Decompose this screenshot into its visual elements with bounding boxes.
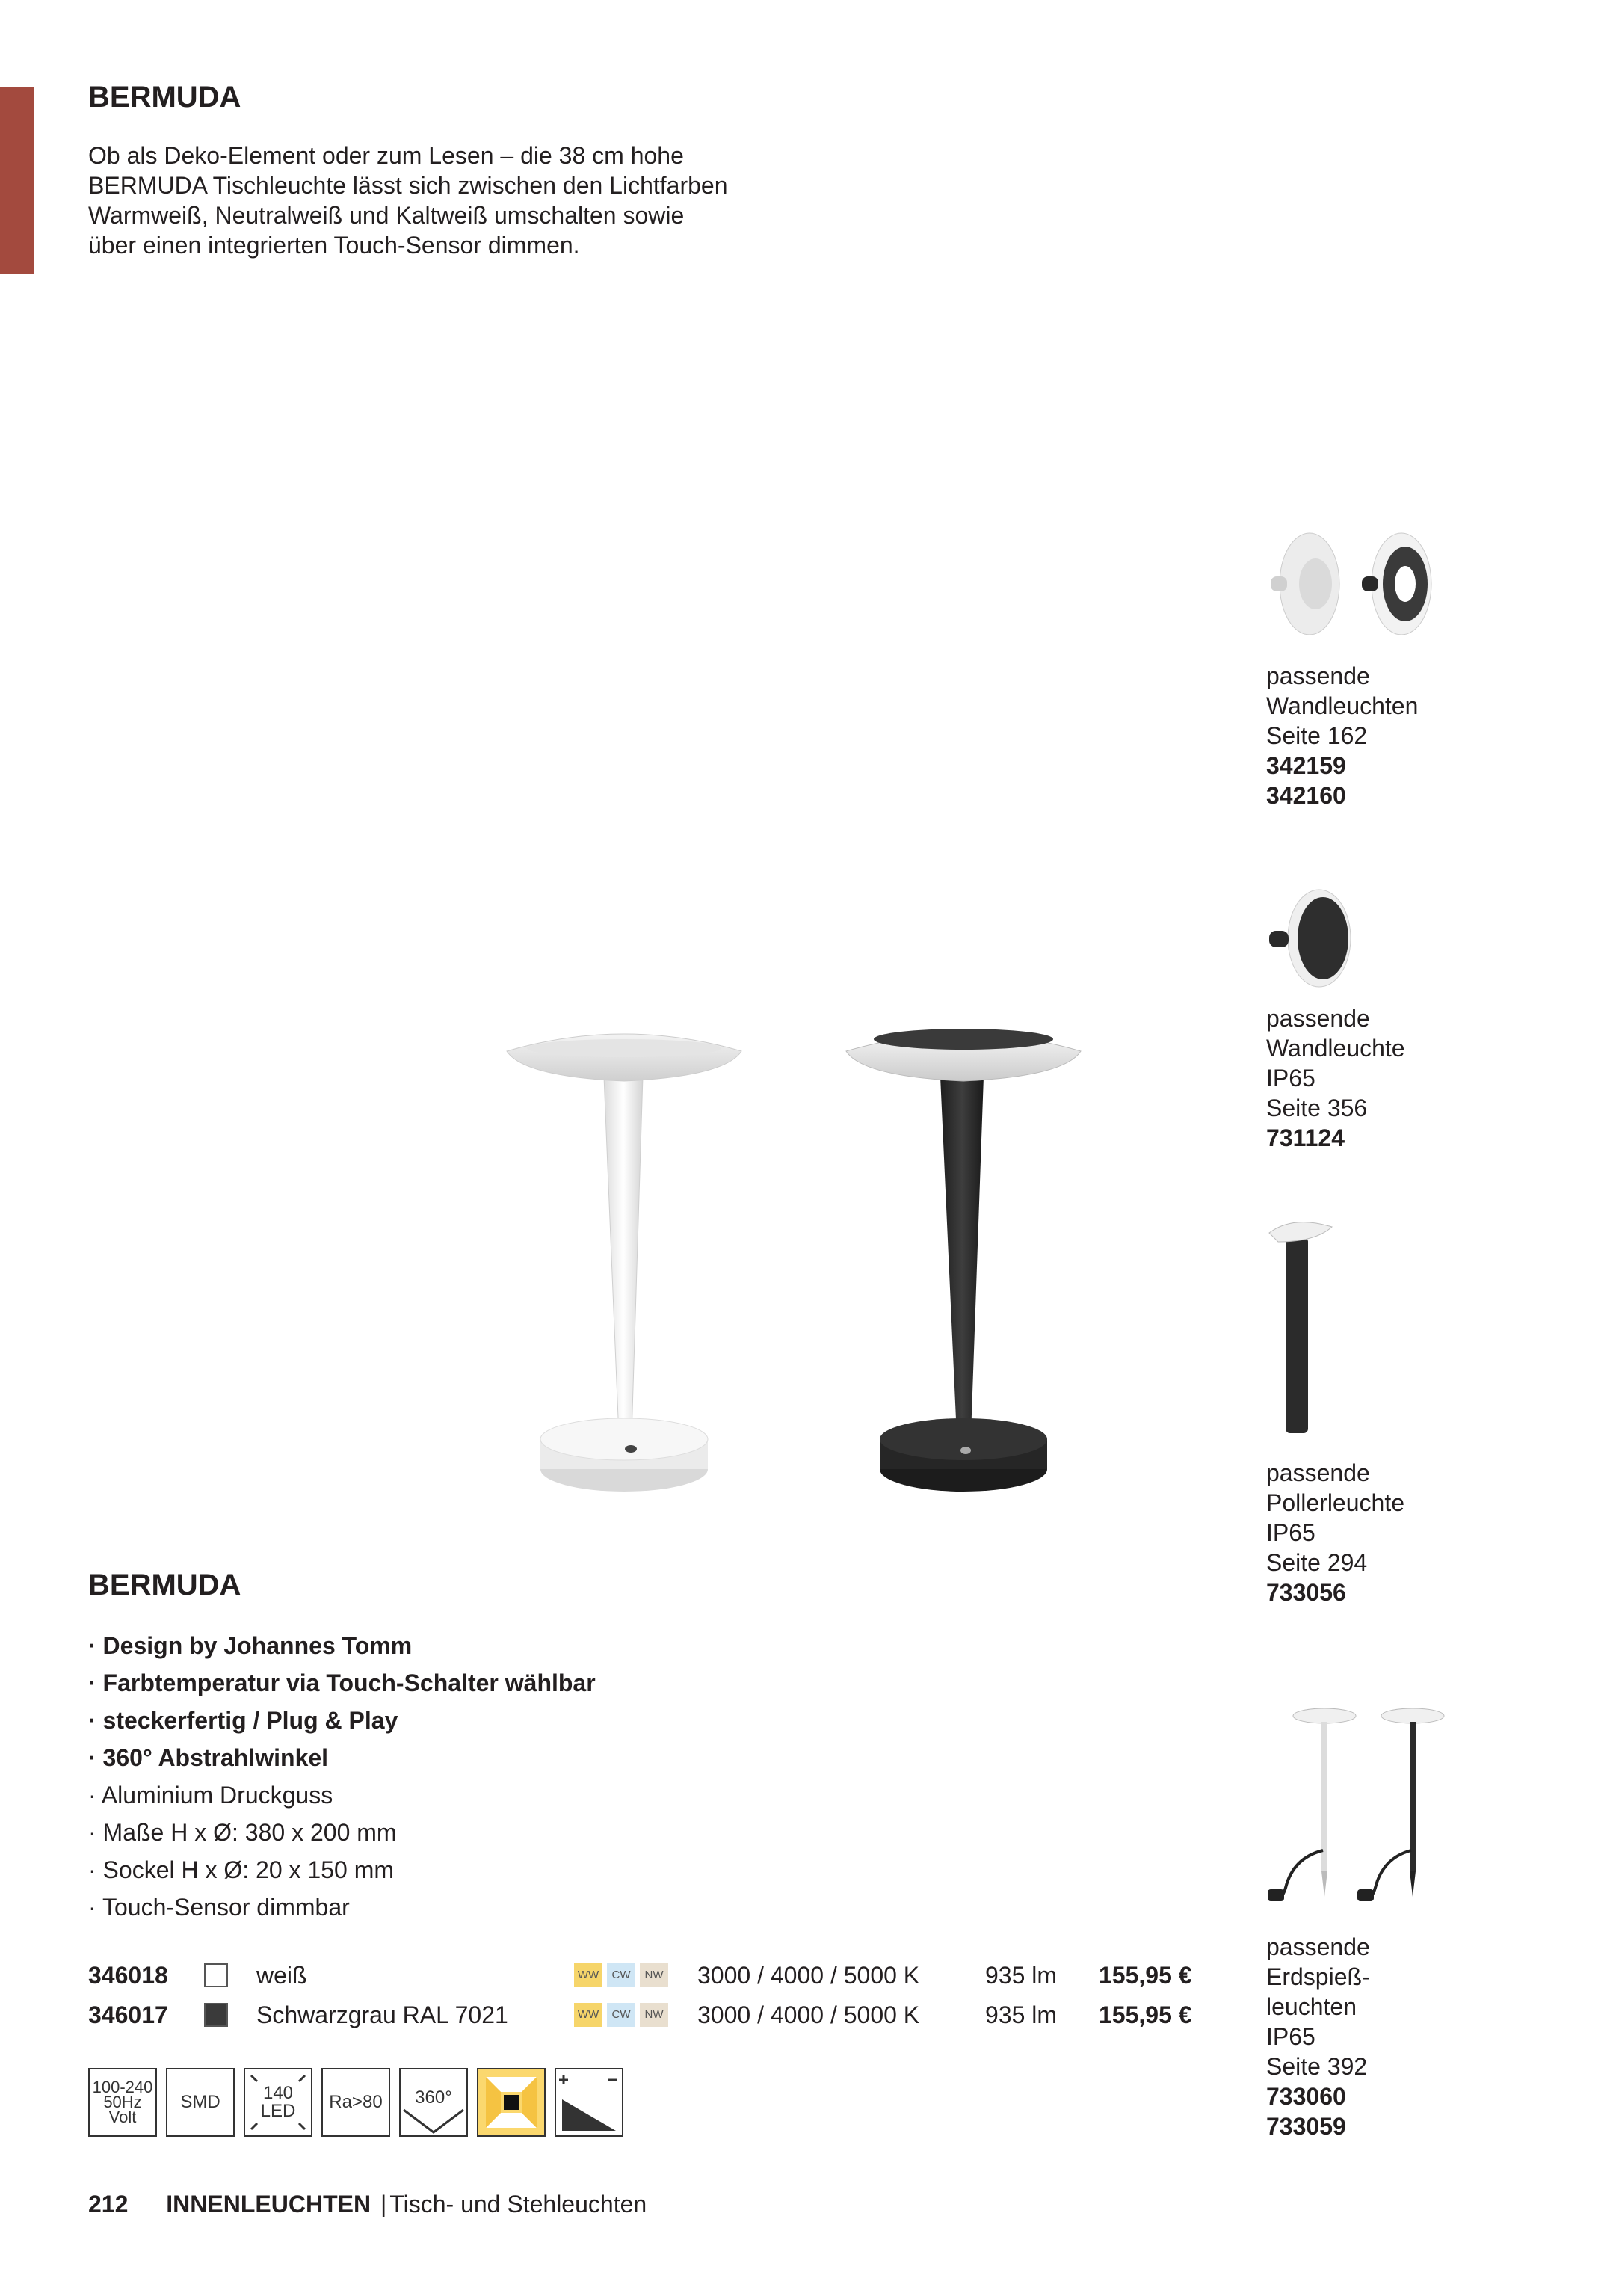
light-color-badges xyxy=(574,2003,668,2027)
feature-item: · Maße H x Ø: 380 x 200 mm xyxy=(88,1819,397,1846)
side-line: Seite 356 xyxy=(1266,1095,1368,1121)
badge-cw: CW xyxy=(607,2003,635,2027)
feature-item: · Sockel H x Ø: 20 x 150 mm xyxy=(88,1856,395,1883)
icon-text: 100-240 xyxy=(92,2078,153,2096)
led-count-icon xyxy=(244,2068,312,2137)
color-name: Schwarzgrau RAL 7021 xyxy=(256,2001,508,2028)
wall-lamp-ip65-image xyxy=(1263,886,1360,994)
section-name: INNENLEUCHTEN xyxy=(166,2191,371,2217)
price: 155,95 € xyxy=(1099,1962,1192,1989)
light-distribution-icon xyxy=(477,2068,546,2137)
icon-text: 140 xyxy=(262,2083,294,2103)
icon-text: Volt xyxy=(108,2108,137,2126)
side-article-code: 733060 xyxy=(1266,2083,1346,2110)
dimmable-icon xyxy=(555,2068,623,2137)
side-reference-bollard xyxy=(1266,1458,1404,1607)
icon-text: 50Hz xyxy=(103,2093,142,2111)
voltage-icon xyxy=(88,2068,157,2137)
luminous-flux: 935 lm xyxy=(985,2001,1058,2028)
smd-icon xyxy=(166,2068,235,2137)
side-article-code: 342159 xyxy=(1266,752,1346,779)
color-temperature: 3000 / 4000 / 5000 K xyxy=(697,1962,920,1989)
feature-item: · Aluminium Druckguss xyxy=(88,1782,333,1809)
side-article-code: 731124 xyxy=(1266,1124,1345,1151)
side-line: passende xyxy=(1266,1933,1370,1960)
feature-item: · steckerfertig / Plug & Play xyxy=(88,1707,398,1734)
accent-bar xyxy=(0,87,34,274)
icon-text: Ra>80 xyxy=(329,2092,383,2112)
intro-paragraph xyxy=(88,141,741,260)
badge-cw: CW xyxy=(607,1963,635,1987)
color-swatch xyxy=(204,2003,228,2027)
feature-item: · Touch-Sensor dimmbar xyxy=(88,1894,350,1921)
variant-row xyxy=(88,1998,1209,2031)
side-line: Seite 294 xyxy=(1266,1549,1368,1576)
icon-text: LED xyxy=(260,2101,296,2121)
side-line: Wandleuchten xyxy=(1266,692,1419,719)
light-color-badges xyxy=(574,1963,668,1987)
spec-icons xyxy=(88,2068,623,2137)
article-number: 346018 xyxy=(88,1962,168,1989)
lamp-image-white xyxy=(501,1017,747,1495)
bollard-light-image xyxy=(1263,1215,1338,1443)
side-reference-ground-spike xyxy=(1266,1932,1370,2141)
badge-nw: NW xyxy=(640,2003,668,2027)
intro-line: Ob als Deko-Element oder zum Lesen – die 38 cm hohe xyxy=(88,142,684,169)
side-line: passende xyxy=(1266,1459,1370,1486)
page-title: BERMUDA xyxy=(88,81,241,114)
intro-line: BERMUDA Tischleuchte lässt sich zwischen den Lichtfarben xyxy=(88,172,728,199)
side-article-code: 733056 xyxy=(1266,1579,1346,1606)
side-line: Seite 392 xyxy=(1266,2053,1368,2080)
cri-icon xyxy=(321,2068,390,2137)
feature-item: · Design by Johannes Tomm xyxy=(88,1632,413,1659)
wall-lamp-pair-image xyxy=(1263,527,1450,643)
feature-item: · 360° Abstrahlwinkel xyxy=(88,1744,329,1771)
side-line: IP65 xyxy=(1266,2023,1315,2050)
side-article-code: 342160 xyxy=(1266,782,1346,809)
color-temperature: 3000 / 4000 / 5000 K xyxy=(697,2001,920,2028)
subsection-name: Tisch- und Stehleuchten xyxy=(389,2191,647,2217)
side-reference-wall-lamp-ip65 xyxy=(1266,1003,1405,1153)
intro-line: über einen integrierten Touch-Sensor dimmen. xyxy=(88,232,580,259)
icon-text: 360° xyxy=(415,2087,452,2108)
color-swatch xyxy=(204,1963,228,1987)
side-line: leuchten xyxy=(1266,1993,1357,2020)
intro-line: Warmweiß, Neutralweiß und Kaltweiß umschalten sowie xyxy=(88,202,685,229)
side-line: passende xyxy=(1266,1005,1370,1032)
ground-spike-lights-image xyxy=(1263,1701,1458,1914)
side-line: IP65 xyxy=(1266,1065,1315,1092)
side-line: Erdspieß- xyxy=(1266,1963,1370,1990)
side-line: passende xyxy=(1266,662,1370,689)
icon-text: SMD xyxy=(180,2092,220,2112)
product-title: BERMUDA xyxy=(88,1569,241,1601)
side-line: Pollerleuchte xyxy=(1266,1489,1404,1516)
luminous-flux: 935 lm xyxy=(985,1962,1058,1989)
feature-list xyxy=(88,1627,596,1926)
page-number: 212 xyxy=(88,2191,129,2217)
beam-angle-icon xyxy=(399,2068,468,2137)
badge-nw: NW xyxy=(640,1963,668,1987)
article-number: 346017 xyxy=(88,2001,168,2028)
badge-ww: WW xyxy=(574,2003,602,2027)
side-line: Wandleuchte xyxy=(1266,1035,1405,1062)
color-name: weiß xyxy=(256,1962,307,1989)
side-line: IP65 xyxy=(1266,1519,1315,1546)
side-line: Seite 162 xyxy=(1266,722,1368,749)
price: 155,95 € xyxy=(1099,2001,1192,2028)
side-article-code: 733059 xyxy=(1266,2113,1346,2140)
feature-item: · Farbtemperatur via Touch-Schalter wählbar xyxy=(88,1669,596,1696)
separator: | xyxy=(380,2191,387,2217)
lamp-image-black xyxy=(840,1017,1087,1495)
variant-row xyxy=(88,1959,1209,1992)
side-reference-wall-lamps xyxy=(1266,661,1418,810)
badge-ww: WW xyxy=(574,1963,602,1987)
page-footer xyxy=(88,2189,647,2219)
